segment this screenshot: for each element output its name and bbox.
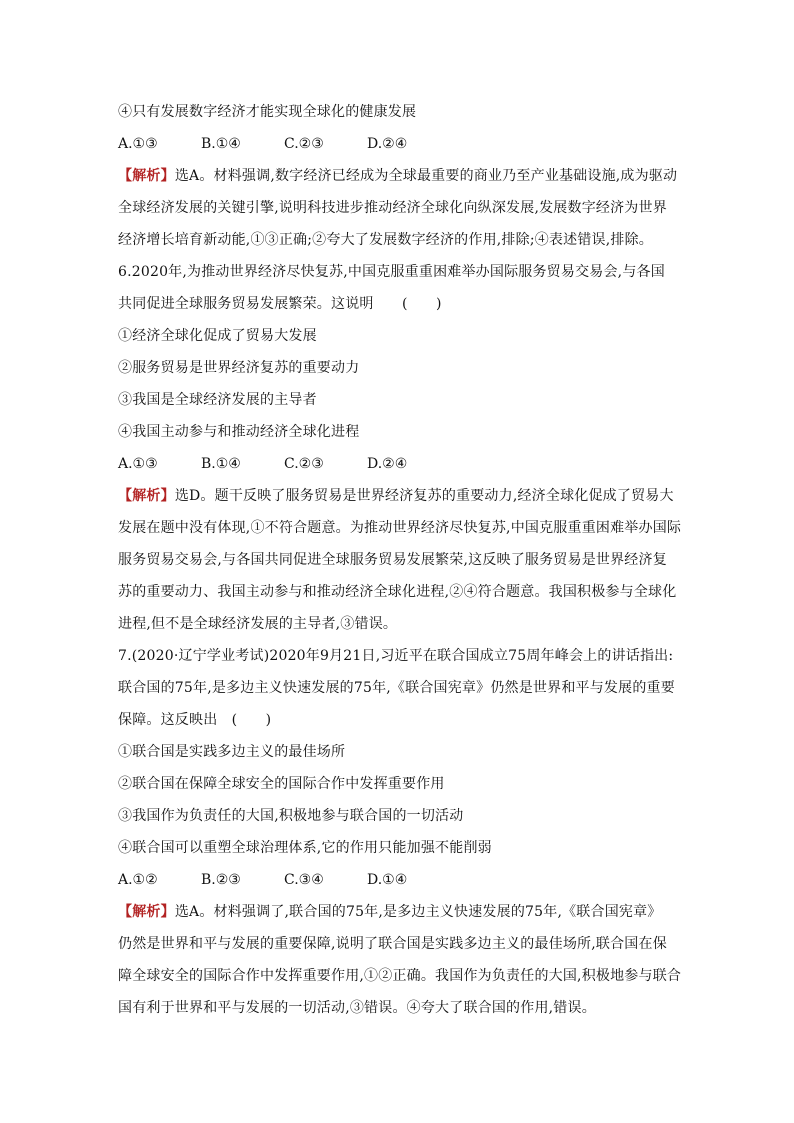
analysis-label: 【解析】 [118,904,175,920]
q5-analysis-line: 全球经济发展的关键引擎,说明科技进步推动经济全球化向纵深发展,发展数字经济为世界 [118,200,667,216]
q7-choices [118,870,407,890]
q7-choice-d: D.①④ [367,872,408,888]
q7-option-3: ③我国作为负责任的大国,积极地参与联合国的一切活动 [118,808,464,824]
q7-analysis-line: 国有利于世界和平与发展的一切活动,③错误。④夸大了联合国的作用,错误。 [118,1000,596,1016]
q7-analysis-line: 障全球安全的国际合作中发挥重要作用,①②正确。我国作为负责任的大国,积极地参与联合 [118,968,682,984]
q5-analysis-line: 经济增长培育新动能,①③正确;②夸大了发展数字经济的作用,排除;④表述错误,排除。 [118,232,653,248]
q7-option-4: ④联合国可以重塑全球治理体系,它的作用只能加强不能削弱 [118,840,492,856]
q6-option-3: ③我国是全球经济发展的主导者 [118,392,317,408]
q7-stem-line: 7.(2020·辽宁学业考试)2020年9月21日,习近平在联合国成立75周年峰会上的讲话指出: [118,648,674,664]
q6-analysis-line: 发展在题中没有体现,①不符合题意。为推动世界经济尽快复苏,中国克服重重困难举办国际 [118,520,682,536]
q5-analysis-line: 【解析】选A。材料强调,数字经济已经成为全球最重要的商业乃至产业基础设施,成为驱动 [118,168,678,184]
q5-choice-a: A.①③ [118,136,158,152]
q7-choice-c: C.③④ [284,872,324,888]
q7-option-2: ②联合国在保障全球安全的国际合作中发挥重要作用 [118,776,445,792]
q5-choice-b: B.①④ [201,136,241,152]
q6-choices [118,454,407,474]
q6-analysis-line: 服务贸易交易会,与各国共同促进全球服务贸易发展繁荣,这反映了服务贸易是世界经济复 [118,552,667,568]
q5-choice-c: C.②③ [284,136,324,152]
q6-choice-a: A.①③ [118,456,158,472]
q5-choices [118,134,407,154]
q7-option-1: ①联合国是实践多边主义的最佳场所 [118,744,346,760]
q5-option-4: ④只有发展数字经济才能实现全球化的健康发展 [118,104,417,120]
q7-choice-b: B.②③ [201,872,241,888]
q6-analysis-line: 【解析】选D。题干反映了服务贸易是世界经济复苏的重要动力,经济全球化促成了贸易大 [118,488,674,504]
q6-analysis-line: 苏的重要动力、我国主动参与和推动经济全球化进程,②④符合题意。我国积极参与全球化 [118,584,677,600]
q6-choice-b: B.①④ [201,456,241,472]
analysis-label: 【解析】 [118,488,175,504]
q6-stem-line: 6.2020年,为推动世界经济尽快复苏,中国克服重重困难举办国际服务贸易交易会,与各国 [118,264,665,280]
q6-analysis-line: 进程,但不是全球经济发展的主导者,③错误。 [118,616,398,632]
q5-choice-d: D.②④ [367,136,408,152]
q7-analysis-line: 【解析】选A。材料强调了,联合国的75年,是多边主义快速发展的75年,《联合国宪章》 [118,904,662,920]
q7-choice-a: A.①② [118,872,158,888]
q6-choice-d: D.②④ [367,456,408,472]
q6-option-4: ④我国主动参与和推动经济全球化进程 [118,424,360,440]
q6-choice-c: C.②③ [284,456,324,472]
q6-option-1: ①经济全球化促成了贸易大发展 [118,328,317,344]
q6-option-2: ②服务贸易是世界经济复苏的重要动力 [118,360,360,376]
q6-stem-line: 共同促进全球服务贸易发展繁荣。这说明 ( ) [118,296,442,312]
q7-stem-line: 联合国的75年,是多边主义快速发展的75年,《联合国宪章》仍然是世界和平与发展的重要 [118,680,675,696]
q7-stem-line: 保障。这反映出 ( ) [118,712,272,728]
q7-analysis-line: 仍然是世界和平与发展的重要保障,说明了联合国是实践多边主义的最佳场所,联合国在保 [118,936,667,952]
analysis-label: 【解析】 [118,168,175,184]
